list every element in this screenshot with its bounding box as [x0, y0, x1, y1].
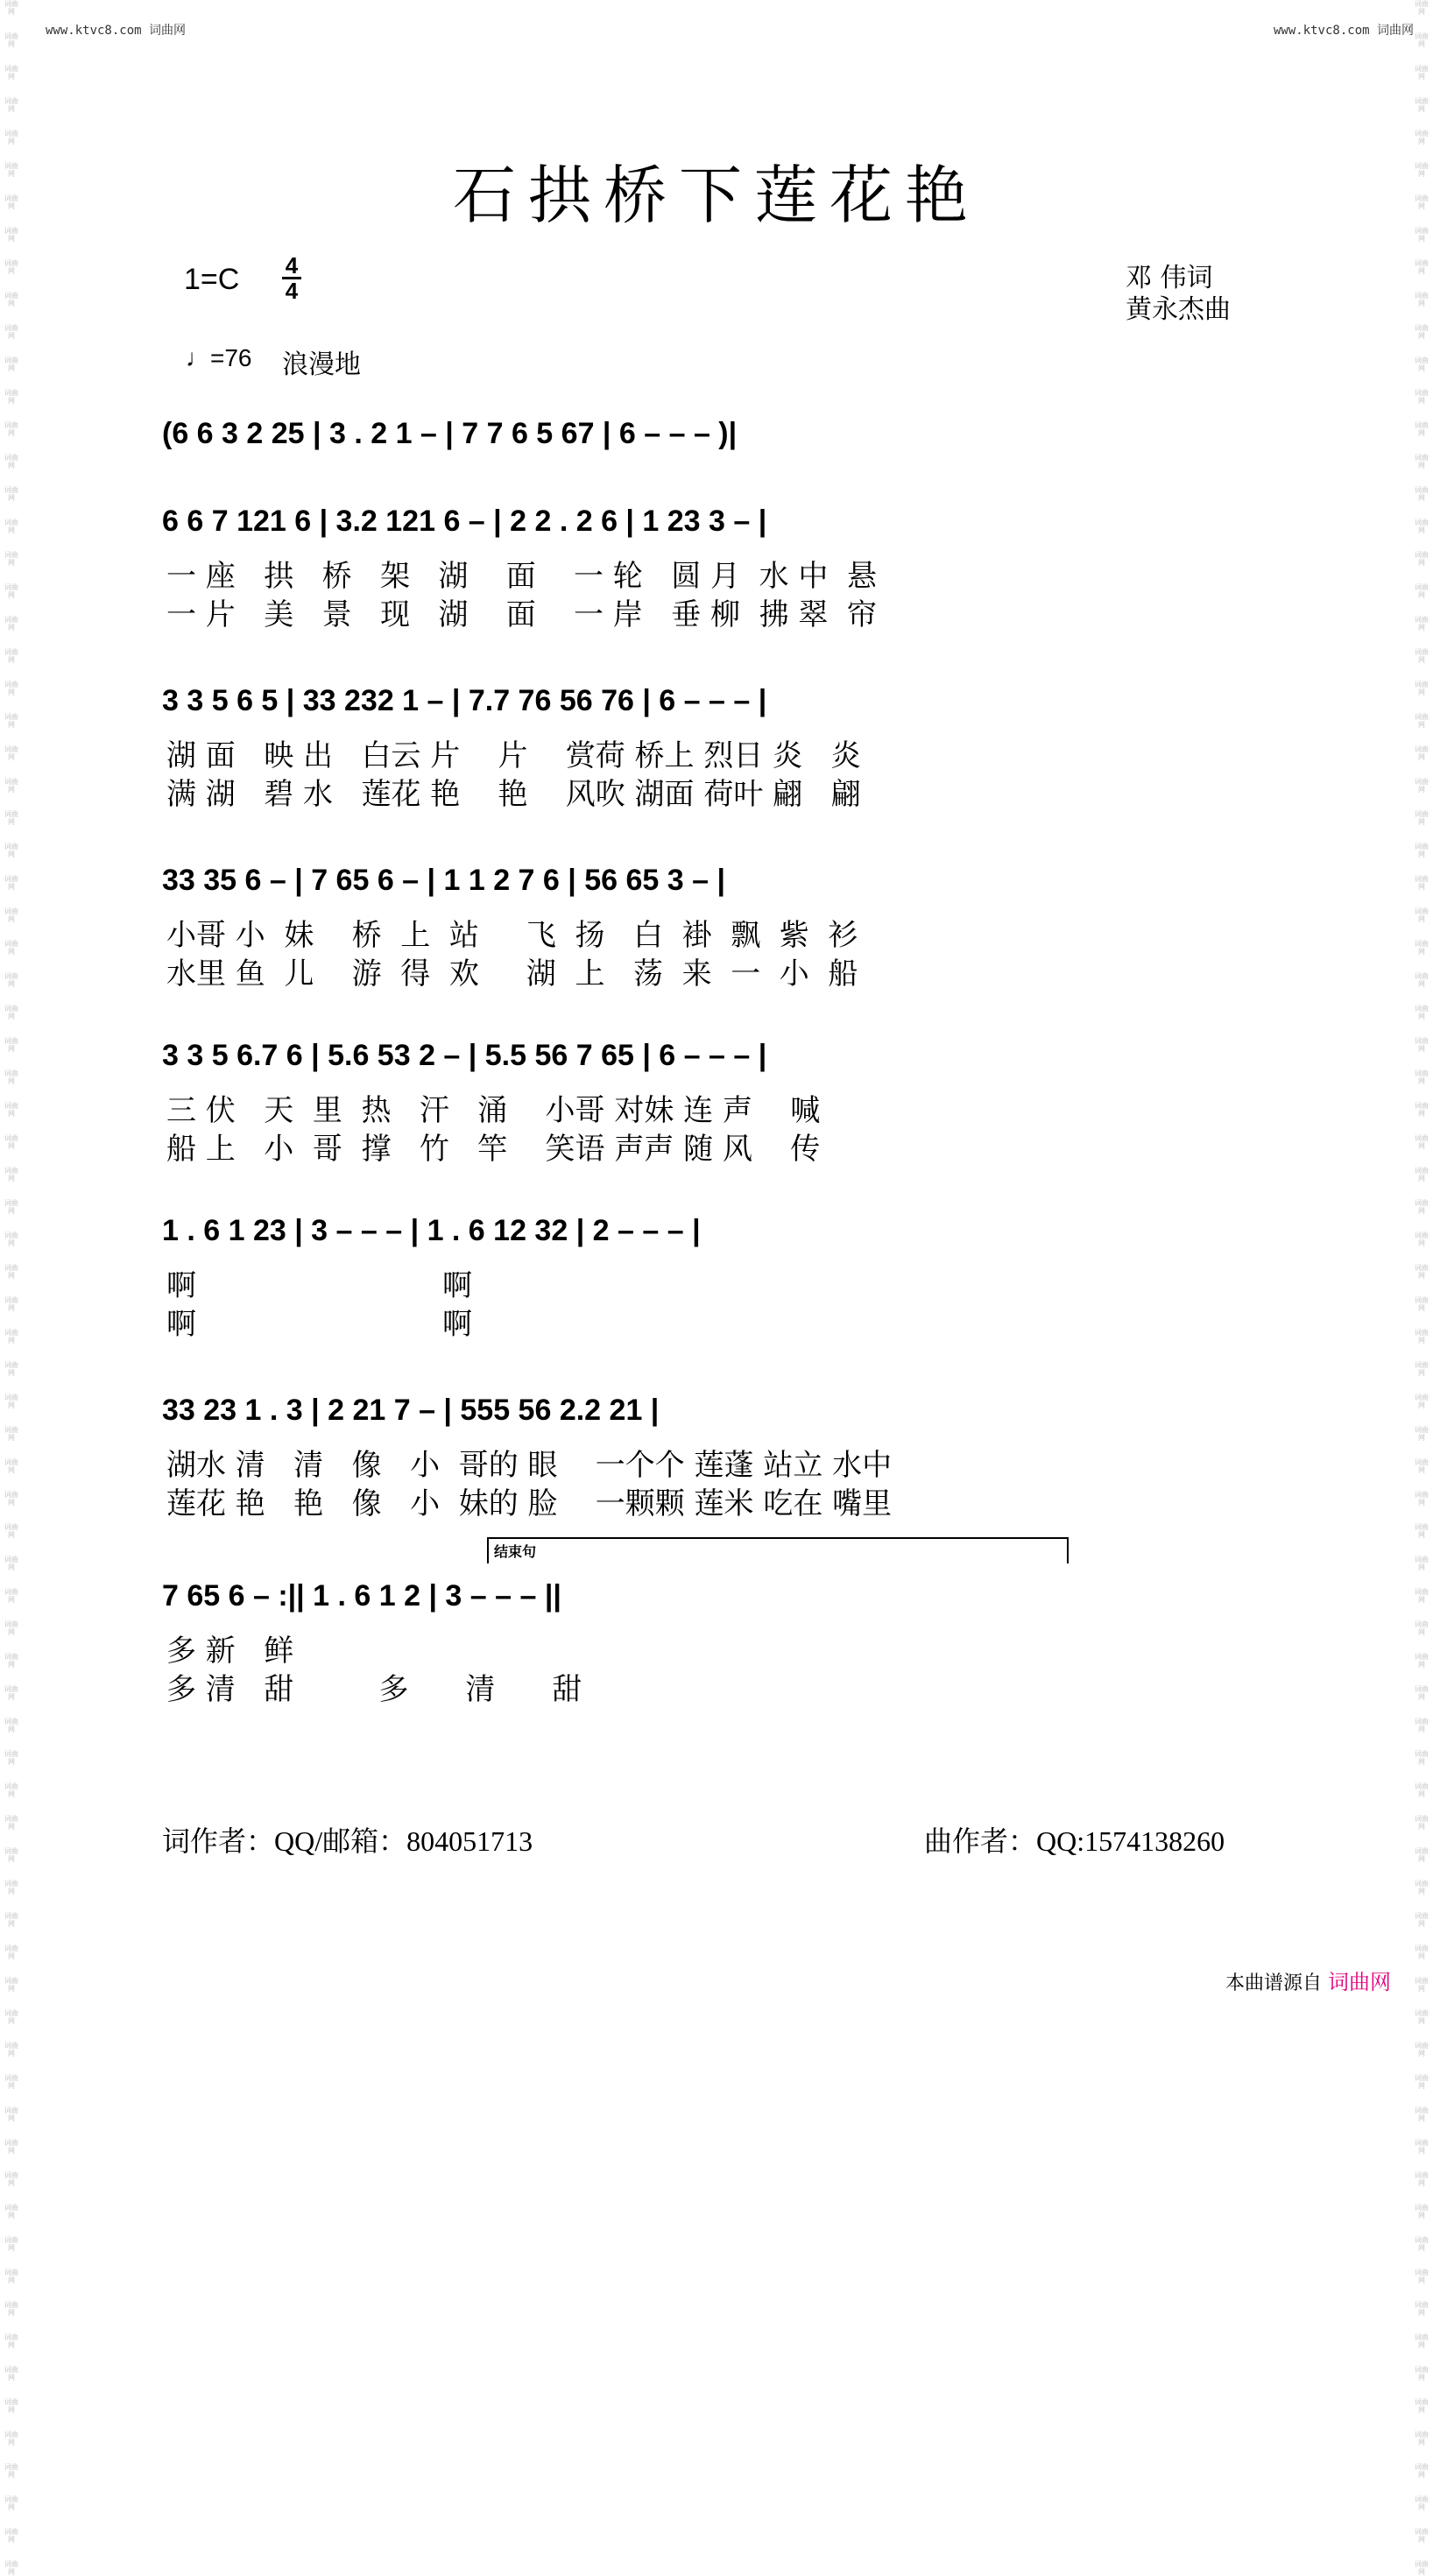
side-watermark-text: 词曲网: [4, 2366, 18, 2382]
side-watermark-left: [4, 0, 19, 2576]
side-watermark-text: 词曲网: [4, 519, 18, 534]
notes-line: 6 6 7 121 6 | 3.2 121 6 – | 2 2 . 2 6 | 1 23 3 – |: [162, 504, 767, 538]
side-watermark-text: 词曲网: [1415, 2366, 1429, 2382]
side-watermark-text: 词曲网: [4, 1361, 18, 1377]
side-watermark-text: 词曲网: [1415, 1037, 1429, 1053]
side-watermark-text: 词曲网: [4, 1037, 18, 1053]
lyric-line: 啊 啊: [166, 1307, 472, 1342]
side-watermark-text: 词曲网: [4, 1458, 18, 1474]
side-watermark-text: 词曲网: [4, 2171, 18, 2187]
side-watermark-text: 词曲网: [1415, 486, 1429, 502]
side-watermark-text: 词曲网: [4, 2301, 18, 2317]
side-watermark-text: 词曲网: [4, 2042, 18, 2057]
lyric-line: 水里 鱼 儿 游 得 欢 湖 上 荡 来 一 小 船: [166, 956, 858, 992]
side-watermark-text: 词曲网: [1415, 97, 1429, 113]
side-watermark-text: 词曲网: [4, 227, 18, 243]
side-watermark-text: 词曲网: [4, 1491, 18, 1507]
side-watermark-text: 词曲网: [1415, 972, 1429, 988]
side-watermark-text: 词曲网: [1415, 1232, 1429, 1247]
side-watermark-text: 词曲网: [1415, 1977, 1429, 1993]
side-watermark-text: 词曲网: [4, 1653, 18, 1669]
side-watermark-text: 词曲网: [1415, 1167, 1429, 1182]
source-credit: [1225, 1965, 1391, 1995]
side-watermark-text: 词曲网: [4, 1296, 18, 1312]
side-watermark-text: 词曲网: [4, 32, 18, 48]
side-watermark-text: 词曲网: [4, 745, 18, 761]
page-title: 石拱桥下莲花艳: [452, 159, 980, 232]
side-watermark-text: 词曲网: [1415, 1005, 1429, 1020]
side-watermark-text: 词曲网: [4, 551, 18, 567]
side-watermark-text: 词曲网: [4, 1815, 18, 1831]
side-watermark-text: 词曲网: [1415, 940, 1429, 956]
side-watermark-text: 词曲网: [4, 486, 18, 502]
side-watermark-text: 词曲网: [1415, 0, 1429, 16]
side-watermark-text: 词曲网: [1415, 2301, 1429, 2317]
side-watermark-text: 词曲网: [4, 1134, 18, 1150]
side-watermark-text: 词曲网: [4, 1102, 18, 1118]
side-watermark-text: 词曲网: [1415, 616, 1429, 632]
side-watermark-text: 词曲网: [4, 259, 18, 275]
side-watermark-text: 词曲网: [1415, 1750, 1429, 1766]
side-watermark-text: 词曲网: [4, 972, 18, 988]
lyric-line: 湖 面 映 出 白云 片 片 赏荷 桥上 烈日 炎 炎: [166, 738, 861, 773]
side-watermark-text: 词曲网: [1415, 2528, 1429, 2544]
side-watermark-text: 词曲网: [1415, 227, 1429, 243]
footer-composer-contact: 曲作者：QQ:1574138260: [924, 1825, 1225, 1857]
side-watermark-text: 词曲网: [1415, 875, 1429, 891]
side-watermark-text: 词曲网: [4, 907, 18, 923]
composer-credit: 黄永杰曲: [1126, 294, 1231, 325]
side-watermark-text: 词曲网: [1415, 1620, 1429, 1636]
side-watermark-text: 词曲网: [4, 0, 18, 16]
watermark-left: www.ktvc8.com 词曲网: [46, 24, 187, 38]
side-watermark-text: 词曲网: [4, 1782, 18, 1798]
side-watermark-text: 词曲网: [1415, 2398, 1429, 2414]
side-watermark-text: 词曲网: [4, 1329, 18, 1344]
side-watermark-text: 词曲网: [1415, 907, 1429, 923]
side-watermark-text: 词曲网: [1415, 1361, 1429, 1377]
side-watermark-text: 词曲网: [4, 1232, 18, 1247]
side-watermark-text: 词曲网: [4, 2074, 18, 2090]
side-watermark-text: 词曲网: [1415, 1491, 1429, 1507]
side-watermark-text: 词曲网: [4, 2431, 18, 2446]
side-watermark-text: 词曲网: [1415, 194, 1429, 210]
side-watermark-text: 词曲网: [1415, 1847, 1429, 1863]
side-watermark-text: 词曲网: [1415, 1426, 1429, 1442]
notes-line: 33 35 6 – | 7 65 6 – | 1 1 2 7 6 | 56 65 3 – |: [162, 863, 725, 897]
side-watermark-text: 词曲网: [4, 1394, 18, 1409]
side-watermark-text: 词曲网: [4, 1264, 18, 1280]
side-watermark-text: 词曲网: [4, 421, 18, 437]
side-watermark-text: 词曲网: [1415, 1685, 1429, 1701]
side-watermark-text: 词曲网: [1415, 1069, 1429, 1085]
side-watermark-text: 词曲网: [1415, 2495, 1429, 2511]
notes-line: 7 65 6 – :|| 1 . 6 1 2 | 3 – – – ||: [162, 1578, 561, 1613]
side-watermark-text: 词曲网: [1415, 1394, 1429, 1409]
side-watermark-text: 词曲网: [4, 2528, 18, 2544]
side-watermark-text: 词曲网: [4, 292, 18, 307]
watermark-right: www.ktvc8.com 词曲网: [1273, 24, 1414, 38]
lyric-line: 满 湖 碧 水 莲花 艳 艳 风吹 湖面 荷叶 翩 翩: [166, 777, 861, 812]
lyricist-credit: 邓 伟词: [1126, 263, 1213, 293]
notes-line: 3 3 5 6 5 | 33 232 1 – | 7.7 76 56 76 | 6 – – – |: [162, 683, 767, 717]
side-watermark-text: 词曲网: [4, 648, 18, 664]
side-watermark-text: 词曲网: [1415, 681, 1429, 696]
side-watermark-text: 词曲网: [1415, 2333, 1429, 2349]
side-watermark-text: 词曲网: [4, 2560, 18, 2576]
side-watermark-text: 词曲网: [1415, 389, 1429, 405]
side-watermark-text: 词曲网: [4, 940, 18, 956]
side-watermark-text: 词曲网: [1415, 1718, 1429, 1733]
side-watermark-text: 词曲网: [4, 1069, 18, 1085]
lyric-line: 三 伏 天 里 热 汗 涌 小哥 对妹 连 声 喊: [166, 1093, 821, 1128]
notes-line: (6 6 3 2 25 | 3 . 2 1 – | 7 7 6 5 67 | 6 – – – )|: [162, 416, 738, 450]
tempo-marking: ♩=76: [186, 344, 252, 371]
lyric-line: 啊 啊: [166, 1268, 472, 1303]
side-watermark-text: 词曲网: [1415, 713, 1429, 729]
notes-line: 3 3 5 6.7 6 | 5.6 53 2 – | 5.5 56 7 65 | 6 – – – |: [162, 1038, 767, 1072]
lyric-line: 多 新 鲜: [166, 1634, 294, 1669]
side-watermark-text: 词曲网: [1415, 1523, 1429, 1539]
side-watermark-text: 词曲网: [1415, 1458, 1429, 1474]
side-watermark-text: 词曲网: [4, 2463, 18, 2479]
side-watermark-text: 词曲网: [4, 97, 18, 113]
side-watermark-text: 词曲网: [1415, 2074, 1429, 2090]
lyric-line: 莲花 艳 艳 像 小 妹的 脸 一颗颗 莲米 吃在 嘴里: [166, 1486, 893, 1521]
side-watermark-text: 词曲网: [1415, 2009, 1429, 2025]
side-watermark-text: 词曲网: [1415, 745, 1429, 761]
side-watermark-text: 词曲网: [1415, 2431, 1429, 2446]
side-watermark-text: 词曲网: [1415, 454, 1429, 469]
side-watermark-text: 词曲网: [1415, 1653, 1429, 1669]
side-watermark-text: 词曲网: [4, 681, 18, 696]
side-watermark-text: 词曲网: [1415, 324, 1429, 340]
side-watermark-text: 词曲网: [1415, 2269, 1429, 2284]
source-site-link[interactable]: 词曲网: [1328, 1970, 1391, 1994]
side-watermark-text: 词曲网: [1415, 1912, 1429, 1928]
notes-line: 1 . 6 1 23 | 3 – – – | 1 . 6 12 32 | 2 – – – |: [162, 1213, 701, 1247]
side-watermark-text: 词曲网: [4, 2204, 18, 2220]
side-watermark-text: 词曲网: [4, 1199, 18, 1215]
side-watermark-text: 词曲网: [1415, 1556, 1429, 1571]
side-watermark-text: 词曲网: [4, 2139, 18, 2155]
side-watermark-text: 词曲网: [1415, 810, 1429, 826]
side-watermark-text: 词曲网: [1415, 259, 1429, 275]
side-watermark-text: 词曲网: [1415, 162, 1429, 178]
side-watermark-text: 词曲网: [4, 130, 18, 145]
side-watermark-text: 词曲网: [4, 2107, 18, 2122]
side-watermark-text: 词曲网: [4, 1685, 18, 1701]
lyric-line: 多 清 甜 多 清 甜: [166, 1672, 582, 1707]
side-watermark-text: 词曲网: [1415, 1264, 1429, 1280]
side-watermark-text: 词曲网: [1415, 1880, 1429, 1895]
side-watermark-text: 词曲网: [4, 2236, 18, 2252]
lyric-line: 湖水 清 清 像 小 哥的 眼 一个个 莲蓬 站立 水中: [166, 1448, 893, 1483]
source-prefix: 本曲谱源自: [1225, 1973, 1322, 1994]
lyric-line: 一 座 拱 桥 架 湖 面 一 轮 圆 月 水 中 悬: [166, 559, 878, 594]
side-watermark-text: 词曲网: [4, 1167, 18, 1182]
side-watermark-text: 词曲网: [4, 1620, 18, 1636]
side-watermark-text: 词曲网: [4, 454, 18, 469]
side-watermark-text: 词曲网: [4, 1944, 18, 1960]
side-watermark-text: 词曲网: [1415, 1134, 1429, 1150]
side-watermark-text: 词曲网: [1415, 1296, 1429, 1312]
side-watermark-text: 词曲网: [1415, 1329, 1429, 1344]
side-watermark-text: 词曲网: [4, 810, 18, 826]
side-watermark-text: 词曲网: [4, 389, 18, 405]
side-watermark-text: 词曲网: [1415, 421, 1429, 437]
side-watermark-text: 词曲网: [1415, 2560, 1429, 2576]
side-watermark-text: 词曲网: [4, 616, 18, 632]
expression-marking: 浪漫地: [282, 349, 361, 380]
side-watermark-text: 词曲网: [4, 1912, 18, 1928]
side-watermark-text: 词曲网: [1415, 2139, 1429, 2155]
side-watermark-text: 词曲网: [1415, 2171, 1429, 2187]
ending-label: 结束句: [494, 1543, 537, 1560]
side-watermark-text: 词曲网: [4, 1426, 18, 1442]
side-watermark-text: 词曲网: [1415, 648, 1429, 664]
side-watermark-text: 词曲网: [4, 2495, 18, 2511]
side-watermark-text: 词曲网: [1415, 1782, 1429, 1798]
side-watermark-text: 词曲网: [4, 2009, 18, 2025]
side-watermark-text: 词曲网: [1415, 32, 1429, 48]
side-watermark-text: 词曲网: [1415, 583, 1429, 599]
side-watermark-text: 词曲网: [4, 1977, 18, 1993]
lyric-line: 小哥 小 妹 桥 上 站 飞 扬 白 褂 飘 紫 衫: [166, 918, 858, 953]
side-watermark-text: 词曲网: [1415, 1944, 1429, 1960]
side-watermark-text: 词曲网: [4, 1847, 18, 1863]
side-watermark-text: 词曲网: [1415, 1102, 1429, 1118]
side-watermark-text: 词曲网: [4, 1750, 18, 1766]
side-watermark-text: 词曲网: [1415, 519, 1429, 534]
side-watermark-text: 词曲网: [4, 875, 18, 891]
side-watermark-text: 词曲网: [4, 2333, 18, 2349]
time-sig-bottom: 4: [282, 277, 301, 302]
side-watermark-text: 词曲网: [4, 356, 18, 372]
side-watermark-text: 词曲网: [4, 1556, 18, 1571]
side-watermark-text: 词曲网: [4, 194, 18, 210]
notes-line: 33 23 1 . 3 | 2 21 7 – | 555 56 2.2 21 |: [162, 1393, 660, 1427]
side-watermark-text: 词曲网: [1415, 778, 1429, 794]
side-watermark-text: 词曲网: [4, 2269, 18, 2284]
key-signature: 1=C: [184, 263, 240, 296]
side-watermark-text: 词曲网: [4, 324, 18, 340]
lyric-line: 船 上 小 哥 撑 竹 竿 笑语 声声 随 风 传: [166, 1132, 821, 1167]
side-watermark-text: 词曲网: [1415, 2042, 1429, 2057]
side-watermark-text: 词曲网: [4, 1880, 18, 1895]
side-watermark-text: 词曲网: [4, 162, 18, 178]
side-watermark-text: 词曲网: [1415, 843, 1429, 858]
side-watermark-text: 词曲网: [4, 65, 18, 81]
side-watermark-text: 词曲网: [1415, 292, 1429, 307]
side-watermark-text: 词曲网: [1415, 1815, 1429, 1831]
side-watermark-text: 词曲网: [1415, 2463, 1429, 2479]
side-watermark-text: 词曲网: [4, 713, 18, 729]
side-watermark-text: 词曲网: [4, 583, 18, 599]
side-watermark-text: 词曲网: [4, 2398, 18, 2414]
side-watermark-text: 词曲网: [1415, 65, 1429, 81]
side-watermark-text: 词曲网: [4, 1005, 18, 1020]
time-sig-top: 4: [285, 252, 299, 279]
lyric-line: 一 片 美 景 现 湖 面 一 岸 垂 柳 拂 翠 帘: [166, 597, 878, 632]
side-watermark-text: 词曲网: [1415, 130, 1429, 145]
side-watermark-text: 词曲网: [1415, 2204, 1429, 2220]
side-watermark-text: 词曲网: [4, 843, 18, 858]
side-watermark-text: 词曲网: [4, 778, 18, 794]
side-watermark-text: 词曲网: [4, 1523, 18, 1539]
side-watermark-text: 词曲网: [1415, 356, 1429, 372]
side-watermark-text: 词曲网: [1415, 1199, 1429, 1215]
side-watermark-right: [1414, 0, 1429, 2576]
side-watermark-text: 词曲网: [4, 1718, 18, 1733]
side-watermark-text: 词曲网: [1415, 1588, 1429, 1604]
side-watermark-text: 词曲网: [4, 1588, 18, 1604]
side-watermark-text: 词曲网: [1415, 2236, 1429, 2252]
footer-lyricist-contact: 词作者：QQ/邮箱：804051713: [162, 1825, 533, 1857]
ending-bracket: [487, 1537, 1069, 1563]
side-watermark-text: 词曲网: [1415, 2107, 1429, 2122]
side-watermark-text: 词曲网: [1415, 551, 1429, 567]
time-signature: [282, 254, 301, 302]
